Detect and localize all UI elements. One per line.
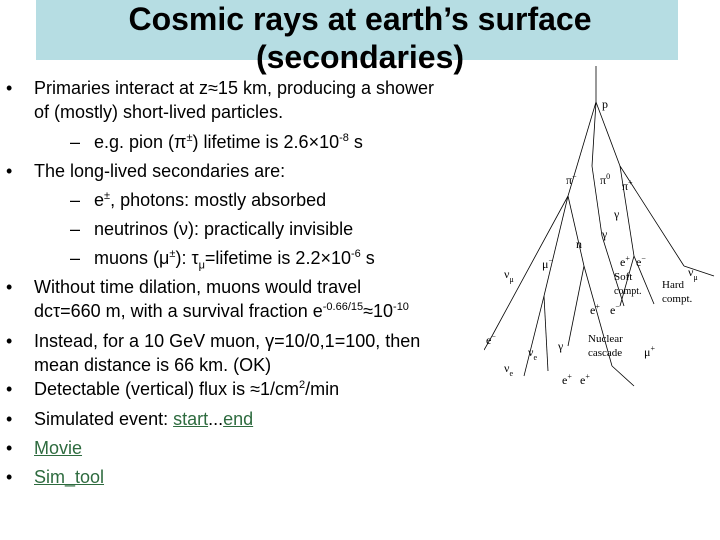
label-gamma-3: γ [558, 339, 564, 353]
label-pi-plus: π+ [622, 178, 633, 193]
label-soft: Soft [614, 271, 633, 283]
bullet-marker: • [6, 161, 13, 181]
sub-bullet-pion: e.g. pion (π±) lifetime is $2.6\times 10^{-8}$ s [94, 132, 363, 152]
shower-diagram [484, 66, 720, 406]
start-link[interactable]: start [173, 409, 209, 429]
sub-bullet-dash: – [70, 132, 81, 152]
title-line-1: Cosmic rays at earth’s surface [128, 1, 592, 37]
sub-bullet-dash: – [70, 190, 81, 210]
label-e-plus: e+ [620, 254, 630, 269]
label-ep: e+ [590, 302, 600, 317]
label-e-minus-left: e− [486, 332, 496, 347]
bullet-marker: • [6, 379, 13, 399]
bullet-simulated-event: Simulated event: start...end [34, 409, 254, 429]
label-e-minus: e− [636, 254, 646, 269]
label-e-bottom-2: e+ [580, 372, 590, 387]
label-nu-e-bar: $\nu_e$ [504, 361, 513, 378]
label-cascade: cascade [588, 347, 623, 359]
label-nuclear: Nuclear [588, 333, 623, 345]
label-gamma-1: γ [614, 207, 620, 221]
label-neutron: n [576, 237, 582, 251]
label-proton: p [602, 97, 608, 111]
label-nu-e: $\nu_e$ [528, 345, 537, 362]
bullet-primaries-line2: of (mostly) short-lived particles. [34, 102, 284, 122]
bullet-marker: • [6, 277, 13, 297]
end-link[interactable]: end [223, 409, 254, 429]
movie-link[interactable]: Movie [34, 438, 83, 458]
sub-bullet-dash: – [70, 219, 81, 239]
bullet-marker: • [6, 331, 13, 351]
label-mu-plus: μ+ [644, 344, 655, 359]
sub-bullet-electrons: e±, photons: mostly absorbed [94, 190, 327, 210]
bullet-time-dilation-line2: dcτ=660 m, with a survival fraction $e^{-0.66/15}\approx 10^{-10}$ [34, 301, 409, 321]
sub-bullet-neutrinos: neutrinos (ν): practically invisible [94, 219, 354, 239]
title-line-2: (secondaries) [255, 39, 465, 75]
sim-tool-link[interactable]: Sim_tool [34, 467, 105, 487]
label-gamma-2: γ [602, 227, 608, 241]
label-compt: compt. [614, 286, 642, 297]
bullet-marker: • [6, 78, 13, 98]
particle-labels [486, 97, 698, 387]
label-numu: $\nu_\mu$ [688, 265, 698, 282]
sub-bullet-muons: muons (μ±): $\tau_\mu=lifetime$ is $2.2\times 10^{-6}$ s [94, 248, 375, 272]
bullet-marker: • [6, 409, 13, 429]
bullet-muon-gamma-line2: mean distance is 66 km. (OK) [34, 355, 272, 375]
bullet-muon-gamma-line1: Instead, for a 10 GeV muon, γ=10/0,1=100, then [34, 331, 421, 351]
bullet-time-dilation-line1: Without time dilation, muons would travel [34, 277, 362, 297]
label-numu-bar: $\nu_\mu$ [504, 267, 514, 284]
label-em: e− [610, 302, 620, 317]
label-pi-zero: $\pi^0$ [600, 172, 611, 187]
sub-bullet-dash: – [70, 248, 81, 268]
label-mu-minus: μ− [542, 256, 553, 271]
label-hard-compt: compt. [662, 293, 693, 305]
bullet-marker: • [6, 467, 13, 487]
bullet-primaries-line1: Primaries interact at z≈15 km, producing a shower [34, 78, 435, 98]
label-pi-minus: π− [566, 172, 577, 187]
label-hard: Hard [662, 279, 684, 291]
bullet-secondaries: The long-lived secondaries are: [34, 161, 286, 181]
bullet-marker: • [6, 438, 13, 458]
slide-title [0, 0, 720, 76]
label-e-bottom: e+ [562, 372, 572, 387]
bullet-flux: Detectable (vertical) flux is $\approx 1/cm^2/\min$ [34, 379, 340, 399]
